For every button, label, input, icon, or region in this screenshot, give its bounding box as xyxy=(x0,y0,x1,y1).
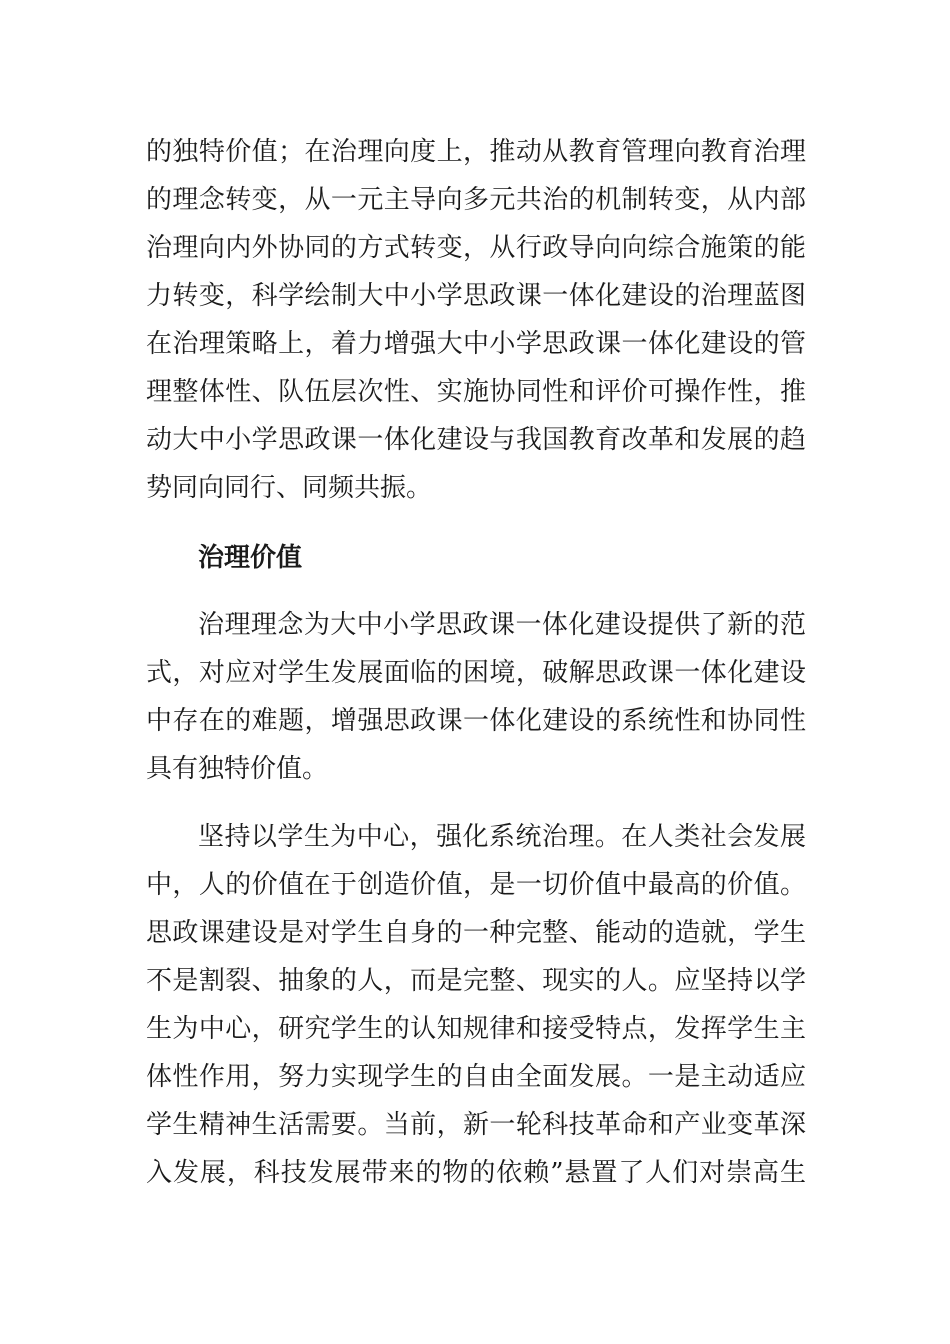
paragraph-line: 式，对应对学生发展面临的困境，破解思政课一体化建设 xyxy=(146,658,806,688)
paragraph-line: 动大中小学思政课一体化建设与我国教育改革和发展的趋 xyxy=(146,425,806,455)
section-heading: 治理价值 xyxy=(198,543,303,573)
paragraph-line: 在治理策略上，着力增强大中小学思政课一体化建设的管 xyxy=(146,329,806,359)
paragraph-line: 中，人的价值在于创造价值，是一切价值中最高的价值。 xyxy=(146,870,806,900)
paragraph-line: 具有独特价值。 xyxy=(146,754,329,784)
paragraph-line: 坚持以学生为中心，强化系统治理。在人类社会发展 xyxy=(198,822,806,852)
paragraph-line: 治理向内外协同的方式转变，从行政导向向综合施策的能 xyxy=(146,233,806,263)
paragraph-line: 的理念转变，从一元主导向多元共治的机制转变，从内部 xyxy=(146,185,806,215)
paragraph-line: 学生精神生活需要。当前，新一轮科技革命和产业变革深 xyxy=(146,1110,806,1140)
paragraph-line: 中存在的难题，增强思政课一体化建设的系统性和协同性 xyxy=(146,706,806,736)
paragraph-line: 入发展，科技发展带来的物的依赖”悬置了人们对崇高生 xyxy=(146,1158,806,1188)
paragraph-line: 势同向同行、同频共振。 xyxy=(146,473,433,503)
paragraph-line: 力转变，科学绘制大中小学思政课一体化建设的治理蓝图 xyxy=(146,281,806,311)
paragraph-line: 治理理念为大中小学思政课一体化建设提供了新的范 xyxy=(198,610,806,640)
paragraph-line: 体性作用，努力实现学生的自由全面发展。一是主动适应 xyxy=(146,1062,806,1092)
paragraph-line: 生为中心，研究学生的认知规律和接受特点，发挥学生主 xyxy=(146,1014,806,1044)
paragraph-line: 的独特价值；在治理向度上，推动从教育管理向教育治理 xyxy=(146,137,806,167)
paragraph-line: 思政课建设是对学生自身的一种完整、能动的造就，学生 xyxy=(146,918,806,948)
paragraph-line: 不是割裂、抽象的人，而是完整、现实的人。应坚持以学 xyxy=(146,966,806,996)
paragraph-line: 理整体性、队伍层次性、实施协同性和评价可操作性，推 xyxy=(146,377,806,407)
